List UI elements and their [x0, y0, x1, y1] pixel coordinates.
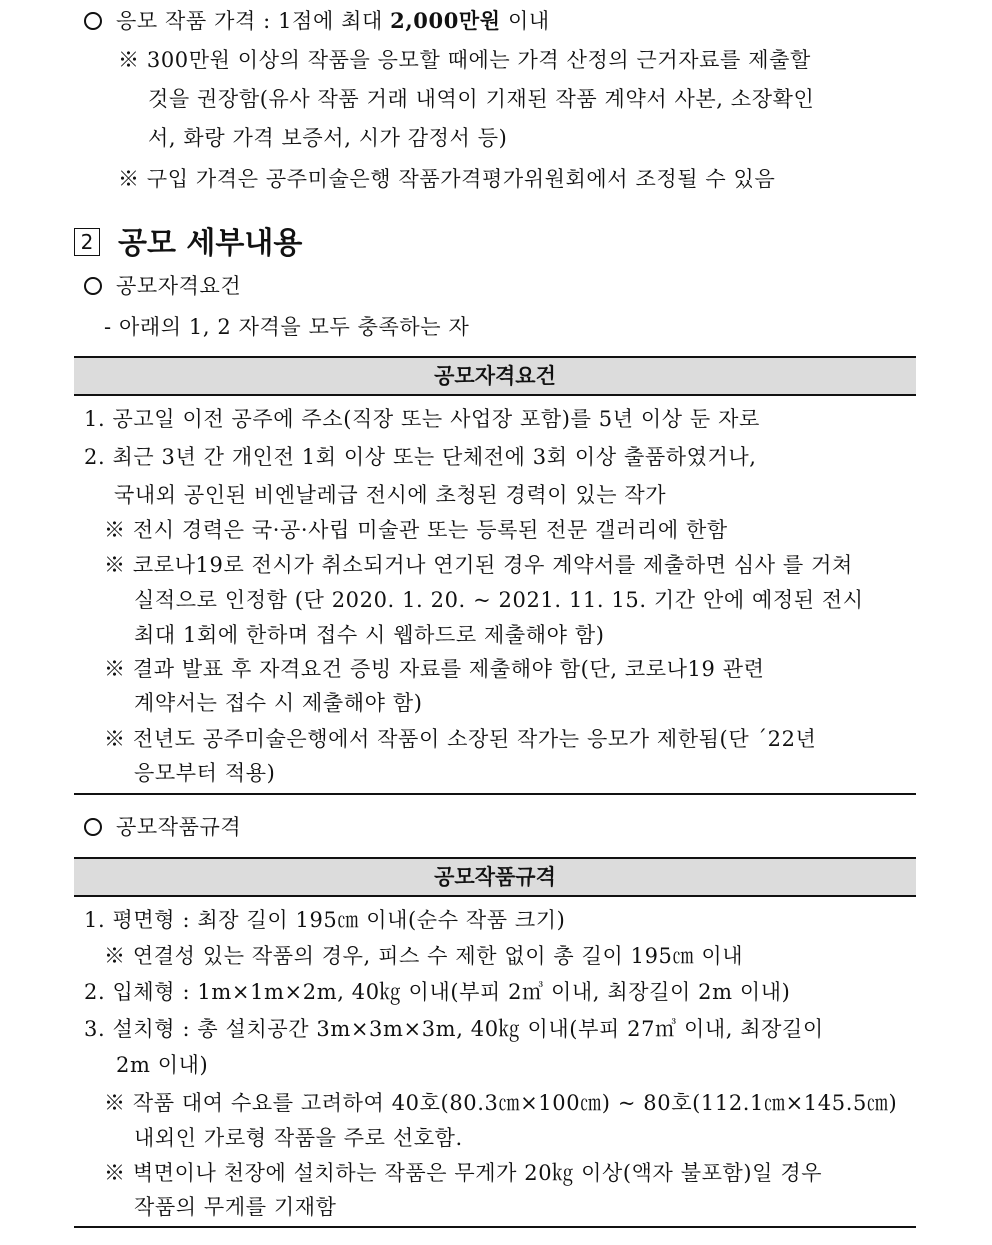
eligibility-table-bottom-rule: [74, 793, 916, 795]
section-heading: [74, 218, 303, 261]
specs-bullet-label: 공모작품규격: [116, 815, 242, 839]
eligibility-row: ※ 전시 경력은 국·공·사립 미술관 또는 등록된 전문 갤러리에 한함: [104, 518, 728, 542]
eligibility-bullet-label: 공모자격요건: [116, 274, 242, 298]
eligibility-row: 응모부터 적용): [134, 761, 276, 785]
specs-row: ※ 벽면이나 천장에 설치하는 작품은 무게가 20㎏ 이상(액자 불포함)일 경우: [104, 1161, 823, 1185]
specs-row: ※ 작품 대여 수요를 고려하여 40호(80.3㎝×100㎝) ~ 80호(112.1㎝×145.5㎝): [104, 1091, 898, 1115]
eligibility-row: ※ 전년도 공주미술은행에서 작품이 소장된 작가는 응모가 제한됨(단 ´22년: [104, 727, 817, 751]
section-number-box: 2: [74, 228, 100, 256]
eligibility-bullet: [84, 271, 241, 301]
eligibility-row: 최대 1회에 한하며 접수 시 웹하드로 제출해야 함): [134, 623, 605, 647]
specs-row: 1. 평면형 : 최장 길이 195㎝ 이내(순수 작품 크기): [84, 908, 566, 932]
specs-row: 2. 입체형 : 1m×1m×2m, 40㎏ 이내(부피 2㎥ 이내, 최장길이 2m 이내): [84, 980, 791, 1004]
eligibility-row: 2. 최근 3년 간 개인전 1회 이상 또는 단체전에 3회 이상 출품하였거나,: [84, 445, 757, 469]
specs-row: 작품의 무게를 기재함: [134, 1195, 337, 1219]
eligibility-row: ※ 결과 발표 후 자격요건 증빙 자료를 제출해야 함(단, 코로나19 관련: [104, 657, 765, 681]
specs-table-header: 공모작품규격: [74, 857, 916, 897]
eligibility-row: ※ 코로나19로 전시가 취소되거나 연기된 경우 계약서를 제출하면 심사 를 거쳐: [104, 553, 853, 577]
price-amount: 2,000만원: [390, 8, 501, 33]
price-note-1-line-2: 것을 권장함(유사 작품 거래 내역이 기재된 작품 계약서 사본, 소장확인: [148, 87, 815, 111]
price-note-1-line-1: ※ 300만원 이상의 작품을 응모할 때에는 가격 산정의 근거자료를 제출할: [118, 48, 811, 72]
price-note-2: ※ 구입 가격은 공주미술은행 작품가격평가위원회에서 조정될 수 있음: [118, 167, 776, 191]
price-line: [84, 6, 550, 36]
eligibility-row: 국내외 공인된 비엔날레급 전시에 초청된 경력이 있는 작가: [114, 483, 667, 507]
specs-row: 내외인 가로형 작품을 주로 선호함.: [134, 1126, 463, 1150]
specs-row: 3. 설치형 : 총 설치공간 3m×3m×3m, 40㎏ 이내(부피 27㎥ 이내, 최장길이: [84, 1017, 824, 1041]
eligibility-table-header: 공모자격요건: [74, 356, 916, 396]
eligibility-row: 계약서는 접수 시 제출해야 함): [134, 691, 423, 715]
price-prefix: 응모 작품 가격 : 1점에 최대: [116, 9, 391, 33]
eligibility-row: 실적으로 인정함 (단 2020. 1. 20. ~ 2021. 11. 15. 기간 안에 예정된 전시: [134, 588, 864, 612]
circle-bullet-icon: [84, 818, 102, 836]
eligibility-sub: - 아래의 1, 2 자격을 모두 충족하는 자: [104, 315, 470, 339]
section-title: 공모 세부내용: [118, 226, 303, 261]
specs-bullet: [84, 812, 241, 842]
price-suffix: 이내: [500, 9, 550, 33]
specs-table-bottom-rule: [74, 1226, 916, 1228]
specs-row: ※ 연결성 있는 작품의 경우, 피스 수 제한 없이 총 길이 195㎝ 이내: [104, 944, 744, 968]
price-note-1-line-3: 서, 화랑 가격 보증서, 시가 감정서 등): [148, 126, 508, 150]
specs-row: 2m 이내): [116, 1053, 209, 1077]
circle-bullet-icon: [84, 277, 102, 295]
eligibility-row: 1. 공고일 이전 공주에 주소(직장 또는 사업장 포함)를 5년 이상 둔 자로: [84, 407, 760, 431]
circle-bullet-icon: [84, 12, 102, 30]
